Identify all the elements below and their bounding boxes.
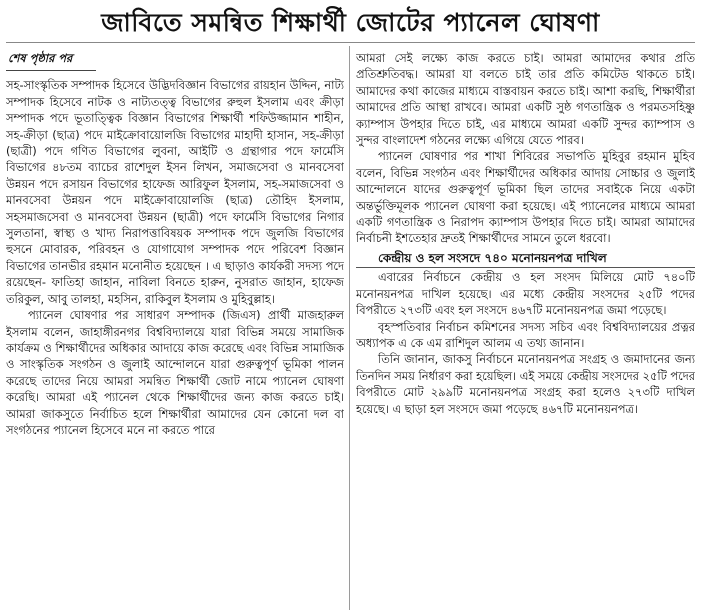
right-paragraph-1: আমরা সেই লক্ষ্যে কাজ করতে চাই। আমরা আমাদের কথার প্রতি প্রতিশ্রুতিবদ্ধ। আমরা যা বলতে চাই তার প্রতি কমিটেড থাকতে চাই। আমাদের কথা কাজের মাধ্যমে বাস্তবায়ন করতে চাই। আশা করছি, শিক্ষার্থীরা আমাদের প্রতি আস্থা রাখবে। আমরা একটি সুষ্ঠ গণতান্ত্রিক ও পরমতসহিষ্ণু ক্যাম্পাস উপহার দিতে চাই, এর মাধ্যমে আমরা একটি সুন্দর ক্যাম্পাস ও সুন্দর বাংলাদেশ গঠনের লক্ষ্যে এগিয়ে যেতে পারব। bbox=[356, 51, 695, 148]
left-column bbox=[6, 50, 344, 612]
right-paragraph-3: এবারের নির্বাচনে কেন্দ্রীয় ও হল সংসদ মিলিয়ে মোট ৭৪০টি মনোনয়নপত্র দাখিল হয়েছে। এর মধ্যে কেন্দ্রীয় সংসদের ২৫টি পদের বিপরীতে ২৭৩টি এবং হল সংসদে ৪৬৭টি মনোনয়নপত্র জমা পড়েছে। bbox=[356, 270, 695, 318]
continued-rule bbox=[6, 70, 96, 71]
column-divider bbox=[349, 46, 350, 610]
right-paragraph-2: প্যানেল ঘোষণার পর শাখা শিবিরের সভাপতি মুহিবুর রহমান মুহিব বলেন, বিভিন্ন সংগঠন এবং শিক্ষার্থীদের অধিকার আদায় সোচ্চার ও জুলাই আন্দোলনে যাদের গুরুত্বপূর্ণ ভূমিকা ছিল তাদের সবাইকে নিয়ে একটা অন্তর্ভুক্তিমূলক প্যানেল ঘোষণা করা হয়েছে। এই প্যানেলের মাধ্যমে আমরা একটি গণতান্ত্রিক ও নিরাপদ ক্যাম্পাস উপহার দিতে চাই। আমরা আমাদের নির্বাচনী ইশতেহার দ্রুতই শিক্ষার্থীদের সামনে তুলে ধরবো। bbox=[356, 149, 695, 246]
left-paragraph-1: সহ-সাংস্কৃতিক সম্পাদক হিসেবে উদ্ভিদবিজ্ঞান বিভাগের রায়হান উদ্দিন, নাট্য সম্পাদক হিসেবে নাটক ও নাট্যতত্ত্ব বিভাগের রুহুল ইসলাম এবং ক্রীড়া সম্পাদক পদে ভূতাত্ত্বিক বিজ্ঞান বিভাগের শিক্ষার্থী শফিউজ্জামান শাহীন, সহ-ক্রীড়া (ছাত্র) পদে মাইক্রোবায়োলজি বিভাগের মাহাদী হাসান, সহ-ক্রীড়া (ছাত্রী) পদে গণিত বিভাগের লুবনা, আইটি ও গ্রন্থাগার পদে ফার্মেসি বিভাগের ৪৮তম ব্যাচের রাশেদুল ইসন লিখন, সমাজসেবা ও মানবসেবা উন্নয়ন পদে রসায়ন বিভাগের হাফেজ আরিফুল ইসলাম, সহ-সমাজসেবা ও মানবসেবা উন্নয়ন পদে মাইক্রোবায়োলজি (ছাত্র) তৌহিদ ইসলাম, সহসমাজসেবা ও মানবসেবা উন্নয়ন (ছাত্রী) পদে ফার্মেসি বিভাগের নিগার সুলতানা, স্বাস্থ্য ও খাদ্য নিরাপত্তাবিষয়ক সম্পাদক পদে জুলজি বিভাগের হুসনে মোবারক, পরিবহন ও যোগাযোগ সম্পাদক পদে পরিবেশ বিজ্ঞান বিভাগের তানভীর রহমান মনোনীত হয়েছেন । এ ছাড়াও কার্যকরী সদস্য পদে রয়েছেন- ফাতিহা জাহান, নাবিলা বিনতে হারুন, নুসরাত জাহান, হাফেজ তরিকুল, আবু তালহা, মহসিন, রাকিবুল ইসলাম ও মুহিবুল্লাহ। bbox=[6, 78, 344, 306]
subheading: কেন্দ্রীয় ও হল সংসদে ৭৪০ মনোনয়নপত্র দাখিল bbox=[356, 250, 695, 268]
right-paragraph-4: বৃহস্পতিবার নির্বাচন কমিশনের সদস্য সচিব এবং বিশ্ববিদ্যালয়ের প্রত্নর অধ্যাপক এ কে এম রাশিদুল আলম এ তথ্য জানান। bbox=[356, 319, 695, 350]
left-paragraph-2: প্যানেল ঘোষণার পর সাধারণ সম্পাদক (জিএস) প্রার্থী মাজহারুল ইসলাম বলেন, জাহাঙ্গীরনগর বিশ্ববিদ্যালয়ে যারা বিভিন্ন সময়ে সামাজিক কার্যক্রম ও শিক্ষার্থীদের অধিকার আদায়ে কাজ করেছে এবং বিভিন্ন সামাজিক ও সাংস্কৃতিক সংগঠন ও জুলাই আন্দোলনে যারা গুরুত্বপূর্ণ ভূমিকা পালন করেছে তাদের নিয়ে আমরা সমন্বিত শিক্ষার্থী জোট নামে প্যানেল ঘোষণা করেছি। আমরা এই প্যানেল থেকে শিক্ষার্থীদের জন্য কাজ করতে চাই। আমরা জাকসুতে নির্বাচিত হলে শিক্ষার্থীরা আমাদের যেন কোনো দল বা সংগঠনের প্যানেল হিসেবে মনে না করতে পারে bbox=[6, 308, 344, 437]
right-paragraph-5: তিনি জানান, জাকসু নির্বাচনে মনোনয়নপত্র সংগ্রহ ও জমাদানের জন্য তিনদিন সময় নির্ধারণ করা হয়েছিল। এই সময়ে কেন্দ্রীয় সংসদের ২৫টি পদের বিপরীতে মোট ২৯৯টি মনোনয়নপত্র সংগ্রহ করা হলেও ২৭৩টি দাখিল হয়েছে। এ ছাড়া হল সংসদে জমা পড়েছে ৪৬৭টি মনোনয়নপত্র। bbox=[356, 352, 695, 416]
continued-from-label: শেষ পৃষ্ঠার পর bbox=[8, 51, 73, 65]
right-column bbox=[356, 50, 695, 612]
headline: জাবিতে সমন্বিত শিক্ষার্থী জোটের প্যানেল ঘোষণা bbox=[6, 4, 695, 43]
